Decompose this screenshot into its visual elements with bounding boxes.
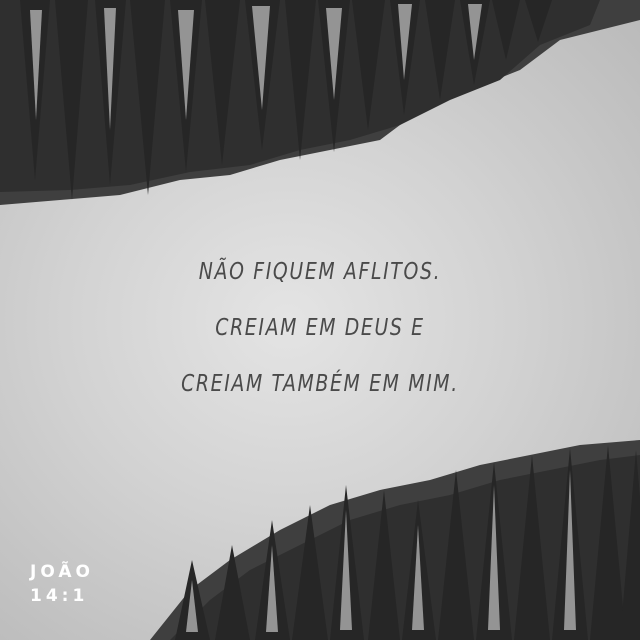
verse-line-3: CREIAM TAMBÉM EM MIM.: [181, 371, 459, 397]
reference-chapter-verse: 14:1: [30, 586, 89, 606]
reference-book: JOÃO: [30, 562, 94, 582]
verse-line-2: CREIAM EM DEUS E: [215, 315, 425, 341]
verse-text: [0, 244, 640, 412]
verse-line-1: NÃO FIQUEM AFLITOS.: [198, 259, 442, 285]
verse-reference: [30, 560, 94, 608]
